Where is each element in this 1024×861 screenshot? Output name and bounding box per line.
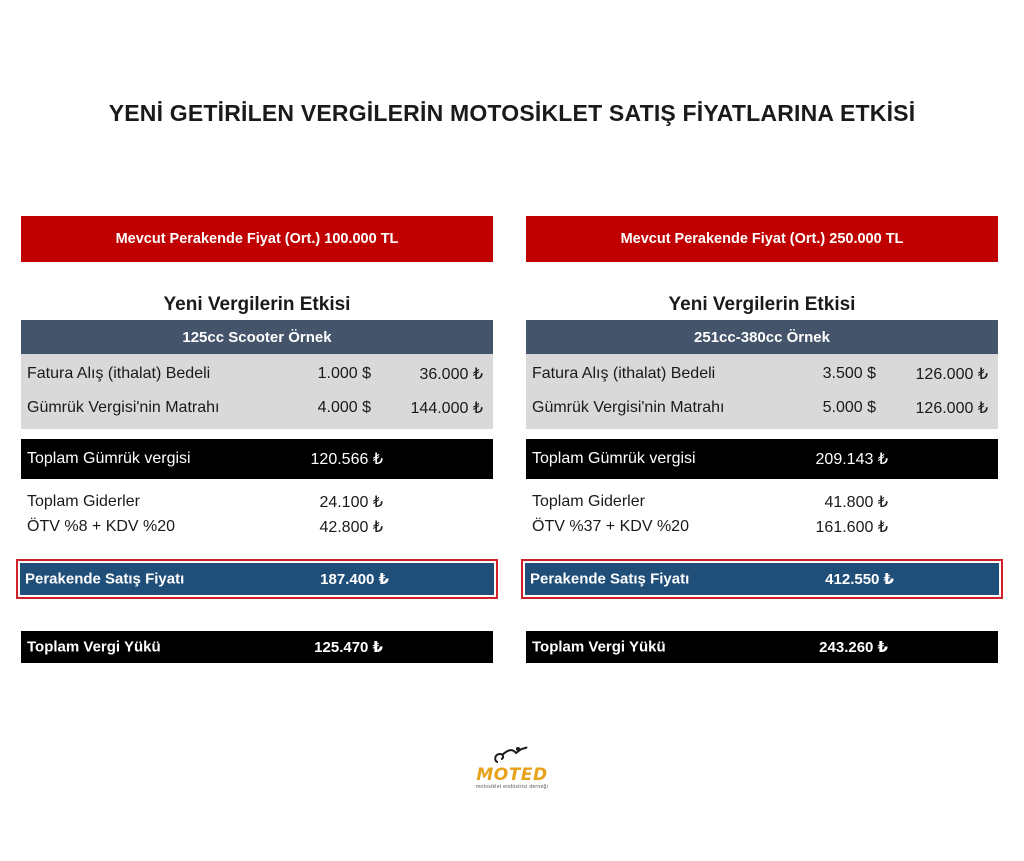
invoice-row	[526, 357, 998, 391]
invoice-label: Fatura Alış (ithalat) Bedeli	[532, 365, 716, 382]
import-cost-block	[526, 354, 998, 429]
expenses-row	[526, 489, 998, 514]
section-title: Yeni Vergilerin Etkisi	[668, 294, 856, 315]
tax-burden-row	[526, 631, 998, 663]
otv-kdv-value: 42.800 ₺	[319, 518, 383, 536]
page-title: YENİ GETİRİLEN VERGİLERİN MOTOSİKLET SATIŞ FİYATLARINA ETKİSİ	[108, 100, 916, 126]
customs-total-row	[21, 439, 493, 479]
current-price-header: Mevcut Perakende Fiyat (Ort.) 250.000 TL	[526, 216, 998, 262]
tax-burden-label: Toplam Vergi Yükü	[27, 638, 161, 656]
example-header: 125cc Scooter Örnek	[21, 320, 493, 354]
expenses-value: 41.800 ₺	[824, 493, 888, 511]
retail-highlight	[16, 559, 498, 599]
customs-base-label: Gümrük Vergisi'nin Matrahı	[27, 399, 220, 416]
retail-highlight	[521, 559, 1003, 599]
invoice-try: 126.000 ₺	[915, 366, 988, 383]
customs-base-usd: 5.000 $	[822, 399, 876, 416]
import-cost-block	[21, 354, 493, 429]
logo-name: MOTED	[476, 765, 548, 785]
customs-total-label: Toplam Gümrük vergisi	[532, 450, 696, 467]
expenses-block	[21, 489, 493, 539]
customs-total-value: 120.566 ₺	[310, 451, 383, 468]
expenses-row	[21, 489, 493, 514]
section-title: Yeni Vergilerin Etkisi	[163, 294, 351, 315]
retail-price-row	[20, 563, 494, 595]
invoice-try: 36.000 ₺	[419, 366, 483, 383]
retail-price-row	[525, 563, 999, 595]
otv-kdv-row	[526, 514, 998, 539]
invoice-label: Fatura Alış (ithalat) Bedeli	[27, 365, 211, 382]
tax-burden-value: 125.470 ₺	[314, 639, 383, 656]
tax-burden-row	[21, 631, 493, 663]
customs-total-label: Toplam Gümrük vergisi	[27, 450, 191, 467]
otv-kdv-label: ÖTV %8 + KDV %20	[27, 517, 176, 535]
customs-total-row	[526, 439, 998, 479]
example-header: 251cc-380cc Örnek	[526, 320, 998, 354]
invoice-row	[21, 357, 493, 391]
customs-base-label: Gümrük Vergisi'nin Matrahı	[532, 399, 725, 416]
expenses-label: Toplam Giderler	[27, 492, 140, 510]
retail-price-value: 187.400 ₺	[320, 571, 389, 588]
customs-total-value: 209.143 ₺	[815, 451, 888, 468]
customs-base-try: 126.000 ₺	[915, 400, 988, 417]
retail-price-value: 412.550 ₺	[825, 571, 894, 588]
customs-base-row	[21, 391, 493, 425]
tax-burden-label: Toplam Vergi Yükü	[532, 638, 666, 656]
customs-base-row	[526, 391, 998, 425]
left-panel	[21, 216, 493, 663]
expenses-label: Toplam Giderler	[532, 492, 645, 510]
customs-base-usd: 4.000 $	[317, 399, 371, 416]
tax-burden-value: 243.260 ₺	[819, 639, 888, 656]
retail-price-label: Perakende Satış Fiyatı	[25, 570, 185, 588]
retail-price-label: Perakende Satış Fiyatı	[530, 570, 690, 588]
expenses-block	[526, 489, 998, 539]
right-panel	[526, 216, 998, 663]
otv-kdv-value: 161.600 ₺	[815, 518, 888, 536]
motorcycle-rider-icon	[492, 744, 532, 766]
invoice-usd: 1.000 $	[317, 365, 371, 382]
expenses-value: 24.100 ₺	[319, 493, 383, 511]
logo-subtitle: motosiklet endüstrisi derneği	[475, 784, 549, 790]
invoice-usd: 3.500 $	[822, 365, 876, 382]
moted-logo	[462, 744, 562, 790]
otv-kdv-row	[21, 514, 493, 539]
current-price-header: Mevcut Perakende Fiyat (Ort.) 100.000 TL	[21, 216, 493, 262]
customs-base-try: 144.000 ₺	[410, 400, 483, 417]
otv-kdv-label: ÖTV %37 + KDV %20	[532, 517, 689, 535]
